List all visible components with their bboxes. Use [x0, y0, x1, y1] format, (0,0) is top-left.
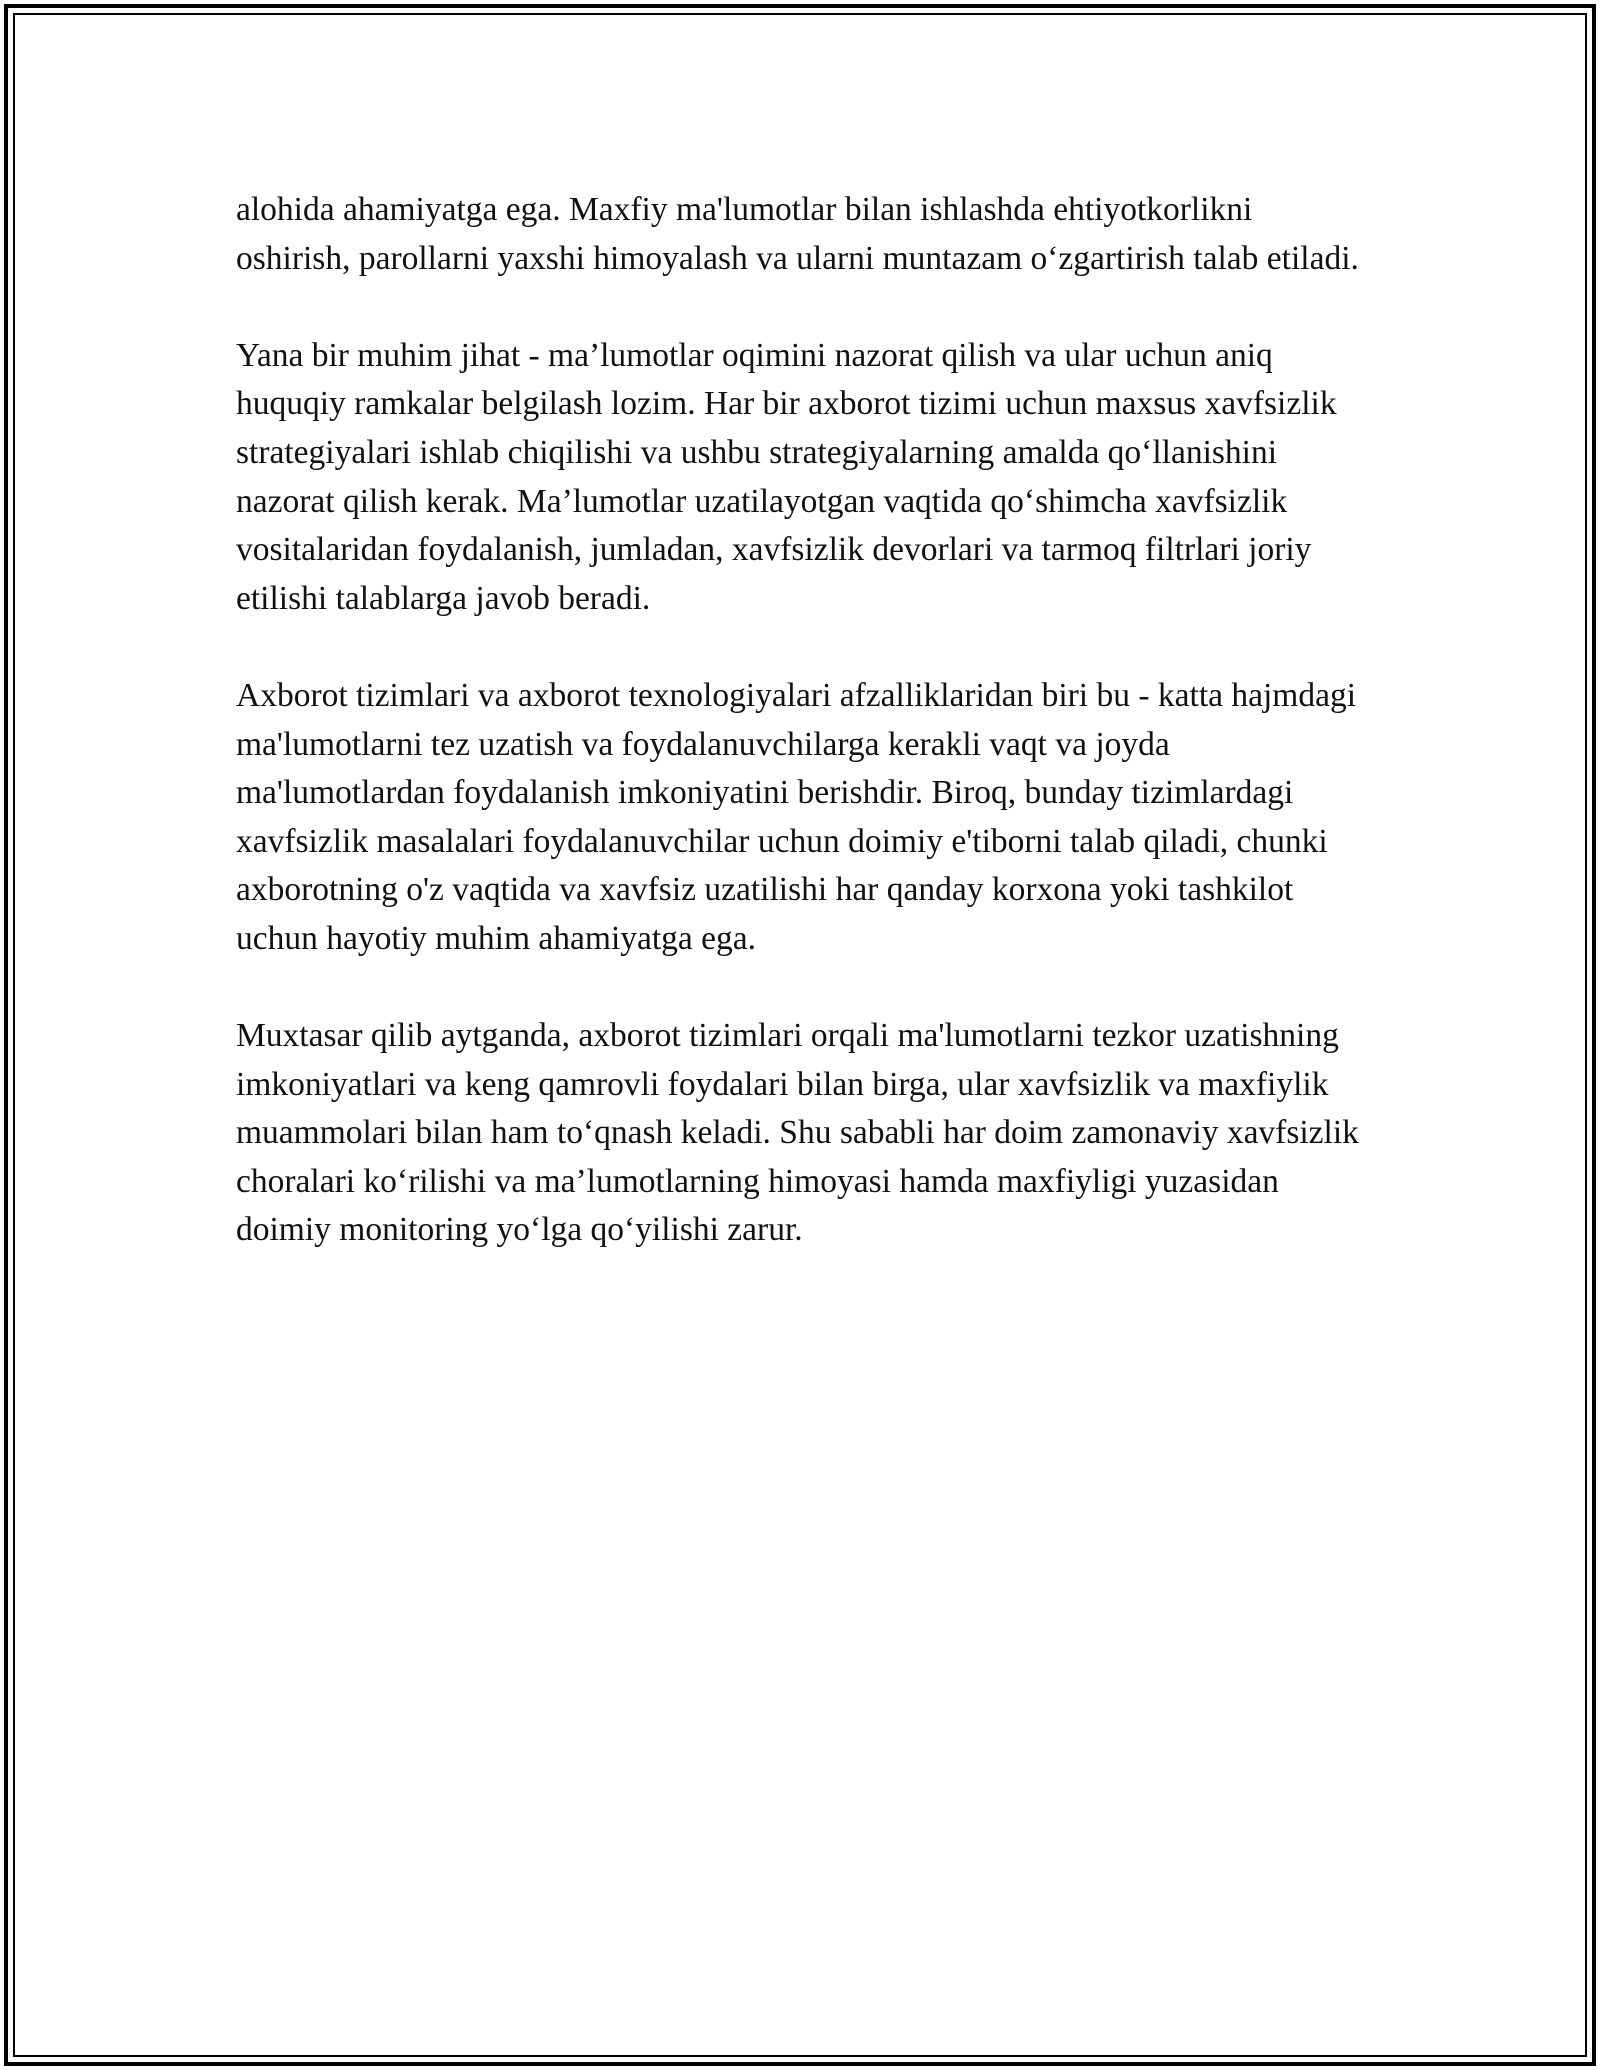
- document-body: [236, 186, 1366, 1255]
- paragraph: Yana bir muhim jihat - ma’lumotlar oqimini nazorat qilish va ular uchun aniq huquqiy ramkalar belgilash lozim. Har bir axborot tizimi uchun maxsus xavfsizlik strategiyalari ishlab chiqilishi va ushbu strategiyalarning amalda qo‘llanishini nazorat qilish kerak. Ma’lumotlar uzatilayotgan vaqtida qo‘shimcha xavfsizlik vositalaridan foydalanish, jumladan, xavfsizlik devorlari va tarmoq filtrlari joriy etilishi talablarga javob beradi.: [236, 336, 1337, 617]
- paragraph: Axborot tizimlari va axborot texnologiyalari afzalliklaridan biri bu - katta hajmdagi ma'lumotlarni tez uzatish va foydalanuvchilarga kerakli vaqt va joyda ma'lumotlardan foydalanish imkoniyatini berishdir. Biroq, bunday tizimlardagi xavfsizlik masalalari foydalanuvchilar uchun doimiy e'tiborni talab qiladi, chunki axborotning o'z vaqtida va xavfsiz uzatilishi har qanday korxona yoki tashkilot uchun hayotiy muhim ahamiyatga ega.: [236, 676, 1357, 957]
- paragraph: alohida ahamiyatga ega. Maxfiy ma'lumotlar bilan ishlashda ehtiyotkorlikni oshirish, parollarni yaxshi himoyalash va ularni muntazam o‘zgartirish talab etiladi.: [236, 191, 1359, 277]
- paragraph: Muxtasar qilib aytganda, axborot tizimlari orqali ma'lumotlarni tezkor uzatishning imkoniyatlari va keng qamrovli foydalari bilan birga, ular xavfsizlik va maxfiylik muammolari bilan ham to‘qnash keladi. Shu sababli har doim zamonaviy xavfsizlik choralari ko‘rilishi va ma’lumotlarning himoyasi hamda maxfiyligi yuzasidan doimiy monitoring yo‘lga qo‘yilishi zarur.: [236, 1017, 1359, 1249]
